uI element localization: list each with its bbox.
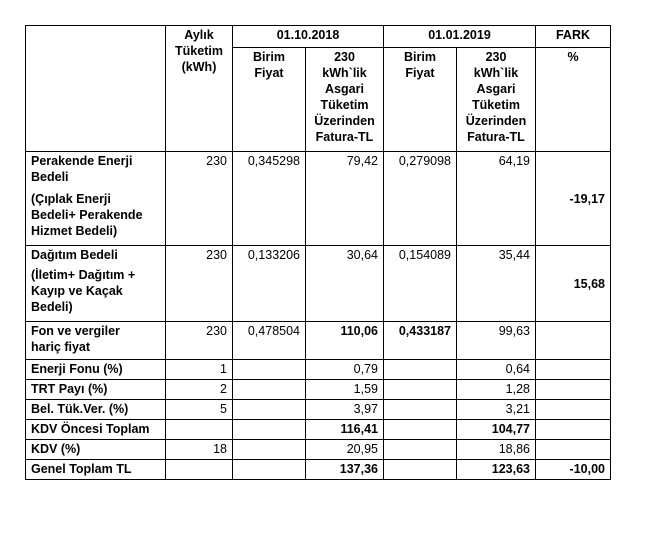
retail-price-2018: 0,345298 xyxy=(233,152,306,246)
pretax-label: Fon ve vergiler hariç fiyat xyxy=(26,322,166,360)
distribution-bill-2019: 35,44 xyxy=(457,246,536,322)
empty-cell xyxy=(536,440,611,460)
header-percent: % xyxy=(536,48,611,152)
empty-cell xyxy=(384,460,457,480)
distribution-bill-2018: 30,64 xyxy=(306,246,384,322)
header-diff: FARK xyxy=(536,26,611,48)
empty-cell xyxy=(233,460,306,480)
distribution-price-2019: 0,154089 xyxy=(384,246,457,322)
empty-cell xyxy=(384,360,457,380)
empty-cell xyxy=(536,380,611,400)
pretax-bill-2019: 99,63 xyxy=(457,322,536,360)
empty-cell xyxy=(536,420,611,440)
empty-cell xyxy=(384,400,457,420)
table-row-retail xyxy=(26,152,611,190)
vat-label: KDV (%) xyxy=(26,440,166,460)
distribution-price-2018: 0,133206 xyxy=(233,246,306,322)
retail-kwh: 230 xyxy=(166,152,233,246)
vat-bill-2018: 20,95 xyxy=(306,440,384,460)
municipal-bill-2018: 3,97 xyxy=(306,400,384,420)
retail-bill-2019: 64,19 xyxy=(457,152,536,246)
table-row-distribution xyxy=(26,246,611,266)
empty-cell xyxy=(233,420,306,440)
table-row-energy-fund xyxy=(26,360,611,380)
pretax-diff xyxy=(536,322,611,360)
pre-vat-bill-2019: 104,77 xyxy=(457,420,536,440)
empty-cell xyxy=(233,440,306,460)
table-row-vat xyxy=(26,440,611,460)
table-row-trt xyxy=(26,380,611,400)
retail-sublabel: (Çıplak Enerji Bedeli+ Perakende Hizmet Bedeli) xyxy=(26,190,166,246)
pretax-bill-2018: 110,06 xyxy=(306,322,384,360)
tariff-comparison-table xyxy=(25,25,611,480)
energy-fund-bill-2018: 0,79 xyxy=(306,360,384,380)
municipal-rate: 5 xyxy=(166,400,233,420)
table-row-pre-vat xyxy=(26,420,611,440)
municipal-label: Bel. Tük.Ver. (%) xyxy=(26,400,166,420)
header-unit-price-2019: Birim Fiyat xyxy=(384,48,457,152)
total-label: Genel Toplam TL xyxy=(26,460,166,480)
table-row-municipal xyxy=(26,400,611,420)
header-unit-price-2018: Birim Fiyat xyxy=(233,48,306,152)
header-row-dates xyxy=(26,26,611,48)
pre-vat-bill-2018: 116,41 xyxy=(306,420,384,440)
pretax-price-2018: 0,478504 xyxy=(233,322,306,360)
distribution-sublabel: (İletim+ Dağıtım + Kayıp ve Kaçak Bedeli) xyxy=(26,266,166,322)
empty-cell xyxy=(536,360,611,380)
empty-cell xyxy=(384,380,457,400)
header-date-2018: 01.10.2018 xyxy=(233,26,384,48)
retail-diff: -19,17 xyxy=(536,152,611,246)
distribution-kwh: 230 xyxy=(166,246,233,322)
empty-cell xyxy=(536,400,611,420)
empty-cell xyxy=(384,420,457,440)
empty-cell xyxy=(233,380,306,400)
header-bill-2019: 230 kWh`lik Asgari Tüketim Üzerinden Fatura-TL xyxy=(457,48,536,152)
header-bill-2018: 230 kWh`lik Asgari Tüketim Üzerinden Fatura-TL xyxy=(306,48,384,152)
pre-vat-label: KDV Öncesi Toplam xyxy=(26,420,166,440)
table-row-total xyxy=(26,460,611,480)
energy-fund-label: Enerji Fonu (%) xyxy=(26,360,166,380)
trt-label: TRT Payı (%) xyxy=(26,380,166,400)
total-bill-2018: 137,36 xyxy=(306,460,384,480)
header-empty-cell xyxy=(26,26,166,152)
table-row-pretax xyxy=(26,322,611,360)
distribution-diff: 15,68 xyxy=(536,246,611,322)
distribution-label: Dağıtım Bedeli xyxy=(26,246,166,266)
header-consumption: Aylık Tüketim (kWh) xyxy=(166,26,233,152)
empty-cell xyxy=(233,360,306,380)
trt-bill-2019: 1,28 xyxy=(457,380,536,400)
municipal-bill-2019: 3,21 xyxy=(457,400,536,420)
energy-fund-rate: 1 xyxy=(166,360,233,380)
energy-fund-bill-2019: 0,64 xyxy=(457,360,536,380)
header-date-2019: 01.01.2019 xyxy=(384,26,536,48)
empty-cell xyxy=(233,400,306,420)
total-diff: -10,00 xyxy=(536,460,611,480)
empty-cell xyxy=(166,460,233,480)
trt-rate: 2 xyxy=(166,380,233,400)
trt-bill-2018: 1,59 xyxy=(306,380,384,400)
total-bill-2019: 123,63 xyxy=(457,460,536,480)
empty-cell xyxy=(166,420,233,440)
vat-rate: 18 xyxy=(166,440,233,460)
pretax-kwh: 230 xyxy=(166,322,233,360)
retail-label: Perakende Enerji Bedeli xyxy=(26,152,166,190)
empty-cell xyxy=(384,440,457,460)
retail-bill-2018: 79,42 xyxy=(306,152,384,246)
retail-price-2019: 0,279098 xyxy=(384,152,457,246)
pretax-price-2019: 0,433187 xyxy=(384,322,457,360)
vat-bill-2019: 18,86 xyxy=(457,440,536,460)
